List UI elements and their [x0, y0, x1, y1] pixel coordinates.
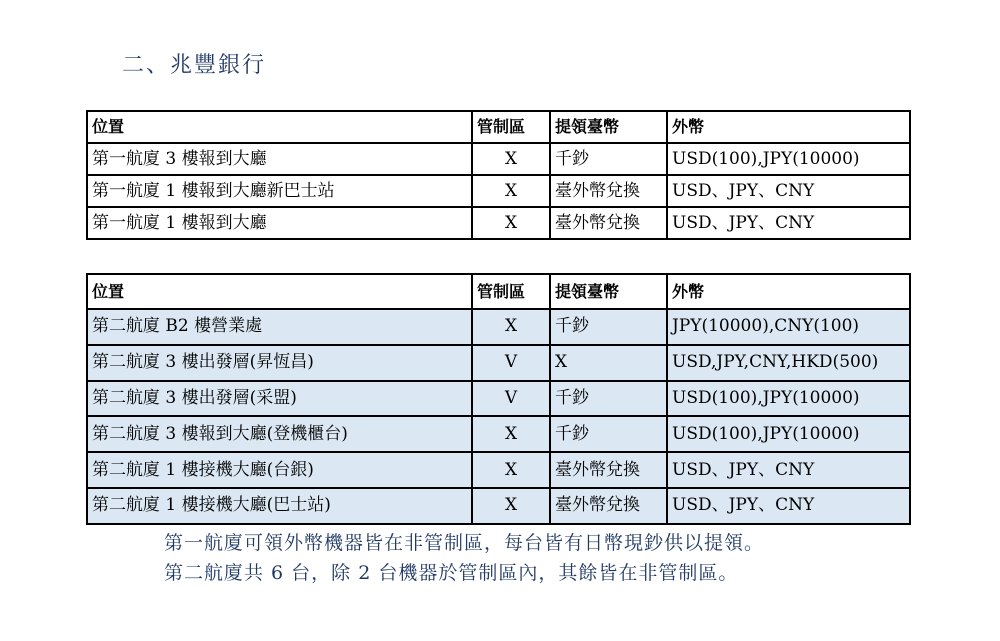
cell-location: 第一航廈 1 樓報到大廳 — [87, 207, 472, 239]
cell-foreign: USD(100),JPY(10000) — [667, 381, 910, 417]
cell-twd: X — [550, 345, 667, 381]
section-title: 二、兆豐銀行 — [122, 53, 267, 78]
terminal2-atm-table — [86, 273, 911, 525]
cell-location: 第二航廈 1 樓接機大廳(台銀) — [87, 452, 472, 488]
table-row — [87, 416, 910, 452]
header-controlled: 管制區 — [472, 274, 550, 309]
footnote-terminal2: 第二航廈共 6 台，除 2 台機器於管制區內，其餘皆在非管制區。 — [164, 562, 739, 584]
cell-twd: 千鈔 — [550, 143, 667, 175]
table-header-row — [87, 111, 910, 143]
cell-location: 第一航廈 1 樓報到大廳新巴士站 — [87, 175, 472, 207]
cell-location: 第二航廈 1 樓接機大廳(巴士站) — [87, 488, 472, 524]
cell-controlled: V — [472, 381, 550, 417]
table-row — [87, 452, 910, 488]
header-location: 位置 — [87, 111, 472, 143]
table-header-row — [87, 274, 910, 309]
header-foreign: 外幣 — [667, 111, 910, 143]
cell-location: 第一航廈 3 樓報到大廳 — [87, 143, 472, 175]
cell-foreign: JPY(10000),CNY(100) — [667, 309, 910, 345]
cell-twd: 臺外幣兌換 — [550, 175, 667, 207]
footnotes — [164, 528, 764, 588]
header-controlled: 管制區 — [472, 111, 550, 143]
table-row — [87, 143, 910, 175]
cell-controlled: V — [472, 345, 550, 381]
cell-twd: 千鈔 — [550, 309, 667, 345]
cell-location: 第二航廈 3 樓出發層(昇恆昌) — [87, 345, 472, 381]
cell-foreign: USD、JPY、CNY — [667, 488, 910, 524]
cell-twd: 臺外幣兌換 — [550, 488, 667, 524]
cell-controlled: X — [472, 175, 550, 207]
terminal1-atm-table — [86, 110, 911, 240]
cell-twd: 千鈔 — [550, 381, 667, 417]
table-row — [87, 345, 910, 381]
cell-controlled: X — [472, 207, 550, 239]
table-row — [87, 381, 910, 417]
cell-foreign: USD、JPY、CNY — [667, 207, 910, 239]
cell-foreign: USD(100),JPY(10000) — [667, 416, 910, 452]
header-twd: 提領臺幣 — [550, 274, 667, 309]
cell-location: 第二航廈 3 樓報到大廳(登機櫃台) — [87, 416, 472, 452]
cell-foreign: USD、JPY、CNY — [667, 175, 910, 207]
header-foreign: 外幣 — [667, 274, 910, 309]
table-row — [87, 207, 910, 239]
header-twd: 提領臺幣 — [550, 111, 667, 143]
cell-foreign: USD、JPY、CNY — [667, 452, 910, 488]
cell-foreign: USD(100),JPY(10000) — [667, 143, 910, 175]
table-row — [87, 309, 910, 345]
table-row — [87, 488, 910, 524]
cell-controlled: X — [472, 452, 550, 488]
header-location: 位置 — [87, 274, 472, 309]
cell-foreign: USD,JPY,CNY,HKD(500) — [667, 345, 910, 381]
cell-location: 第二航廈 3 樓出發層(采盟) — [87, 381, 472, 417]
cell-twd: 千鈔 — [550, 416, 667, 452]
cell-twd: 臺外幣兌換 — [550, 207, 667, 239]
table-row — [87, 175, 910, 207]
footnote-terminal1: 第一航廈可領外幣機器皆在非管制區，每台皆有日幣現鈔供以提領。 — [164, 532, 765, 554]
cell-twd: 臺外幣兌換 — [550, 452, 667, 488]
cell-controlled: X — [472, 416, 550, 452]
cell-controlled: X — [472, 143, 550, 175]
cell-location: 第二航廈 B2 樓營業處 — [87, 309, 472, 345]
cell-controlled: X — [472, 309, 550, 345]
cell-controlled: X — [472, 488, 550, 524]
